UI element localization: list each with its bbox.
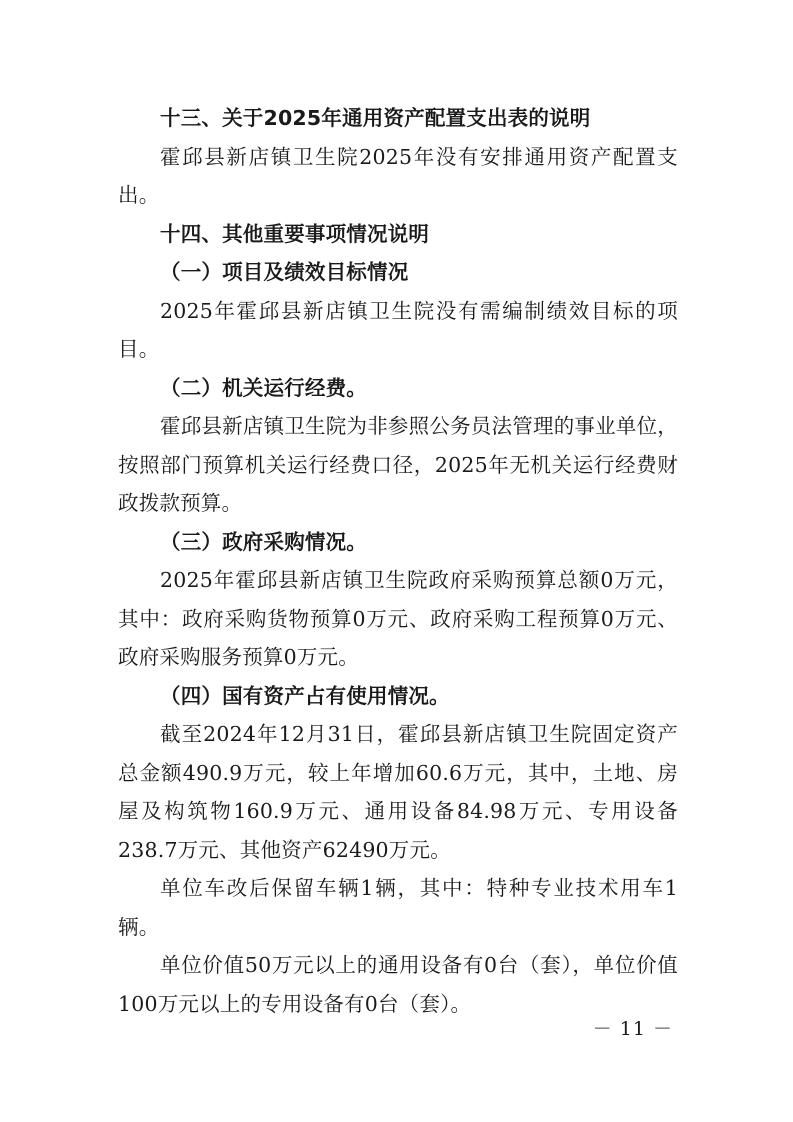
section-13-heading: 十三、关于2025年通用资产配置支出表的说明 — [160, 106, 591, 130]
page-content — [118, 99, 678, 1023]
subsection-4-heading: （四）国有资产占有使用情况。 — [160, 683, 450, 708]
subsection-1-body: 2025年霍邱县新店镇卫生院没有需编制绩效目标的项目。 — [118, 298, 678, 361]
page-number: － 11 － — [592, 1018, 673, 1040]
subsection-4-body-vehicles: 单位车改后保留车辆1辆，其中：特种专业技术用车1辆。 — [118, 876, 678, 939]
subsection-4-body-assets: 截至2024年12月31日，霍邱县新店镇卫生院固定资产总金额490.9万元，较上年增加60.6万元，其中，土地、房屋及构筑物160.9万元、通用设备84.98万元、专用设备238.7万元、其他资产62490万元。 — [118, 722, 678, 862]
subsection-3-body: 2025年霍邱县新店镇卫生院政府采购预算总额0万元，其中：政府采购货物预算0万元、政府采购工程预算0万元、政府采购服务预算0万元。 — [118, 568, 678, 669]
subsection-3-heading: （三）政府采购情况。 — [160, 529, 367, 554]
section-13-body: 霍邱县新店镇卫生院2025年没有安排通用资产配置支出。 — [118, 144, 678, 207]
subsection-4-body-equipment: 单位价值50万元以上的通用设备有0台（套），单位价值100万元以上的专用设备有0台（套）。 — [118, 953, 678, 1016]
section-14-heading: 十四、其他重要事项情况说明 — [160, 221, 430, 246]
subsection-2-heading: （二）机关运行经费。 — [160, 375, 367, 400]
subsection-1-heading: （一）项目及绩效目标情况 — [160, 260, 409, 284]
subsection-2-body: 霍邱县新店镇卫生院为非参照公务员法管理的事业单位，按照部门预算机关运行经费口径，2025年无机关运行经费财政拨款预算。 — [118, 414, 678, 515]
